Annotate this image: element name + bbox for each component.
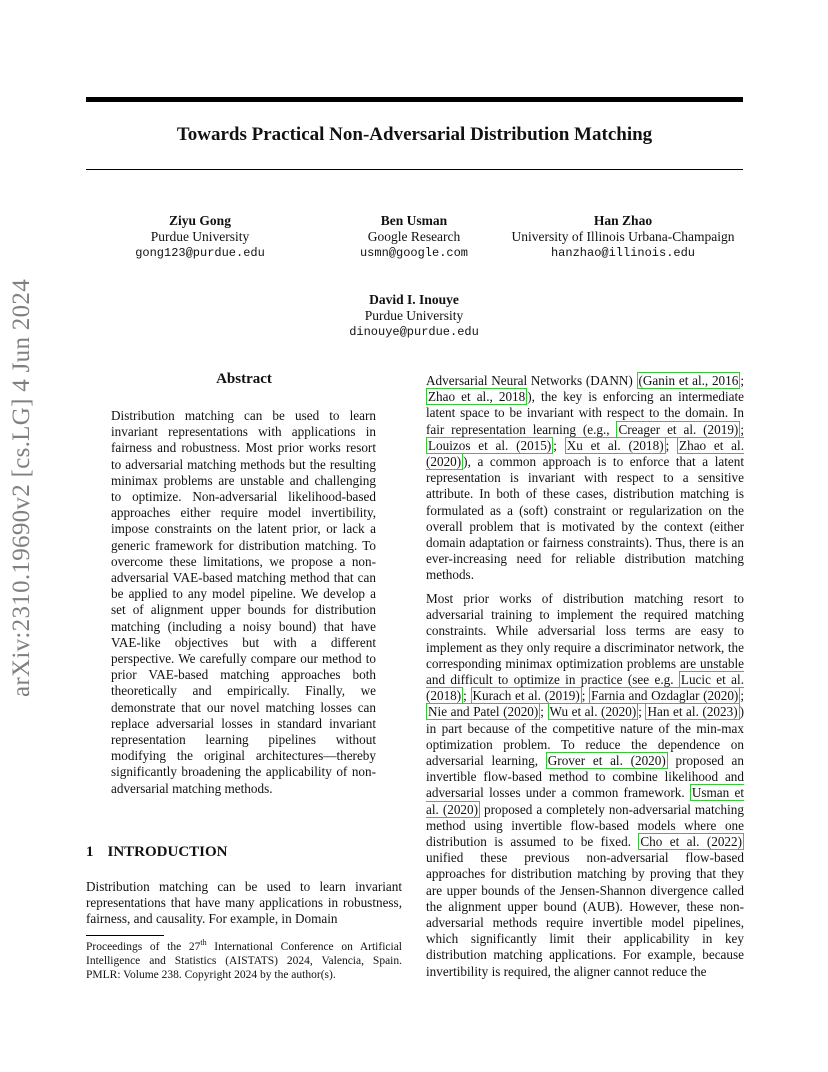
footnote-superscript: th [200,938,207,948]
citation-link[interactable]: Nie and Patel (2020) [428,704,539,720]
body-text: ), a common approach is to enforce that a latent representation is invariant with respect to a sensitive attribute. In both of these cases, distribution matching is formulated as a (soft) constraint or regularization on the overall problem that is motivated by the context (either domain adaptation or fairness constraints). Thus, there is an ever-increasing need for reliable distribution matching methods. [426,454,744,583]
body-text: Most prior works of distribution matching resort to adversarial training to implement the required matching constraints. While adversarial loss terms are easy to implement as they only require a discriminator network, the corresponding minimax optimization problems are unstable and difficult to optimize in practice (see e.g. [426,591,744,688]
author-block [498,213,748,261]
citation-link[interactable]: Zhao et al., 2018 [428,389,526,405]
body-text: Adversarial Neural Networks (DANN) [426,373,637,388]
right-paragraph-1 [426,373,744,584]
author-block [120,213,280,261]
author-block [314,292,514,340]
footnote-text: Proceedings of the 27 [86,941,201,953]
arxiv-identifier [2,279,42,697]
body-text: proposed an invertible flow-based method to combine likelihood and adversarial losses under a common framework. [426,753,744,801]
citation-link[interactable]: Wu et al. (2020) [549,704,637,720]
body-text: ; [553,437,565,453]
body-text: proposed a completely non-adversarial matching method using invertible flow-based models where one distribution is assumed to be fixed. [426,801,744,850]
body-text: ; [740,421,744,437]
author-block [334,213,494,261]
body-text: ; [740,373,745,388]
author-name: David I. Inouye [369,292,459,307]
citation-link[interactable]: (Ganin et al., 2016 [638,373,739,388]
body-text: ; [740,688,744,704]
citation-link[interactable]: Creager et al. (2019) [618,421,739,437]
citation-link[interactable]: Xu et al. (2018) [566,437,664,453]
citation-link[interactable]: Usman et al. (2020) [426,785,744,817]
title-top-rule [86,97,743,102]
author-affiliation: Purdue University [150,229,250,244]
citation-link[interactable]: Zhao et al. (2020) [426,437,744,470]
author-name: Han Zhao [593,213,653,228]
body-text: ; [540,704,548,720]
body-text: ; [463,688,471,704]
section-number: 1 [86,844,94,860]
citation-link[interactable]: Lucic et al. (2018) [426,672,744,704]
body-text: unified these previous non-adversarial flow-based approaches for distribution matching by proving that they are upper bounds of the Jensen-Shannon divergence called the alignment upper bound (AUB). However, these non-adversarial methods require invertible model pipelines, which significantly limit their applicability in key distribution matching applications. For example, because invertibility is required, the aligner cannot reduce the [426,850,744,979]
author-affiliation: Google Research [367,229,461,244]
intro-paragraph: Distribution matching can be used to learn invariant representations that have many applications in robustness, fairness, and causality. For example, in Domain [86,879,402,927]
author-name: Ziyu Gong [169,213,231,228]
author-affiliation: Purdue University [364,308,464,323]
author-email[interactable]: hanzhao@illinois.edu [550,246,696,260]
author-email[interactable]: dinouye@purdue.edu [349,325,479,339]
citation-link[interactable]: Grover et al. (2020) [547,753,666,769]
abstract-heading: Abstract [216,371,272,387]
citation-link[interactable]: Kurach et al. (2019) [472,688,580,704]
section-title: INTRODUCTION [107,844,228,860]
arxiv-id-text: arXiv:2310.19690v2 [cs.LG] 4 Jun 2024 [8,279,35,697]
citation-link[interactable]: Cho et al. (2022) [640,834,742,850]
citation-link[interactable]: Farnia and Ozdaglar (2020) [591,688,739,704]
body-text: ; [581,688,590,704]
author-affiliation: University of Illinois Urbana-Champaign [511,229,735,244]
footnote-text: International Conference on Artificial Intelligence and Statistics (AISTATS) 2024, Valencia, Spain. PMLR: Volume 238. Copyright 2024 by the author(s). [86,941,403,981]
right-paragraph-2 [426,591,744,980]
citation-link[interactable]: Louizos et al. (2015) [428,437,552,453]
footnote [86,940,402,982]
body-text: ; [665,437,678,453]
abstract-text: Distribution matching can be used to learn invariant representations with applications in fairness and robustness. Most prior works resort to adversarial matching methods but the resulting minimax problems are unstable and challenging to optimize. Non-adversarial likelihood-based approaches either require model invertibility, impose constraints on the latent prior, or lack a generic framework for distribution matching. To overcome these limitations, we propose a non-adversarial VAE-based matching method that can be applied to any model pipeline. We develop a set of alignment upper bounds for distribution matching (including a noisy bound) that have VAE-like objectives but with a different perspective. We carefully compare our method to prior VAE-based matching approaches both theoretically and empirically. Finally, we demonstrate that our novel matching losses can replace adversarial losses in standard invariant representation learning pipelines without modifying the original architectures—thereby significantly broadening the applicability of non-adversarial matching methods. [111,408,376,796]
body-text: ), the key is enforcing an intermediate latent space to be invariant with respect to the domain. In fair representation learning (e.g., [426,389,744,437]
body-text: ) in part because of the competitive nature of the min-max optimization problem. To reduce the dependence on adversarial learning, [426,704,744,769]
author-email[interactable]: gong123@purdue.edu [135,246,265,260]
citation-link[interactable]: Han et al. (2023) [647,704,738,720]
author-email[interactable]: usmn@google.com [359,246,469,260]
section-heading [86,844,228,861]
footnote-rule [86,935,164,936]
paper-title: Towards Practical Non-Adversarial Distribution Matching [176,124,653,145]
author-name: Ben Usman [380,213,448,228]
title-bottom-rule [86,169,743,170]
body-text: ; [638,704,646,720]
